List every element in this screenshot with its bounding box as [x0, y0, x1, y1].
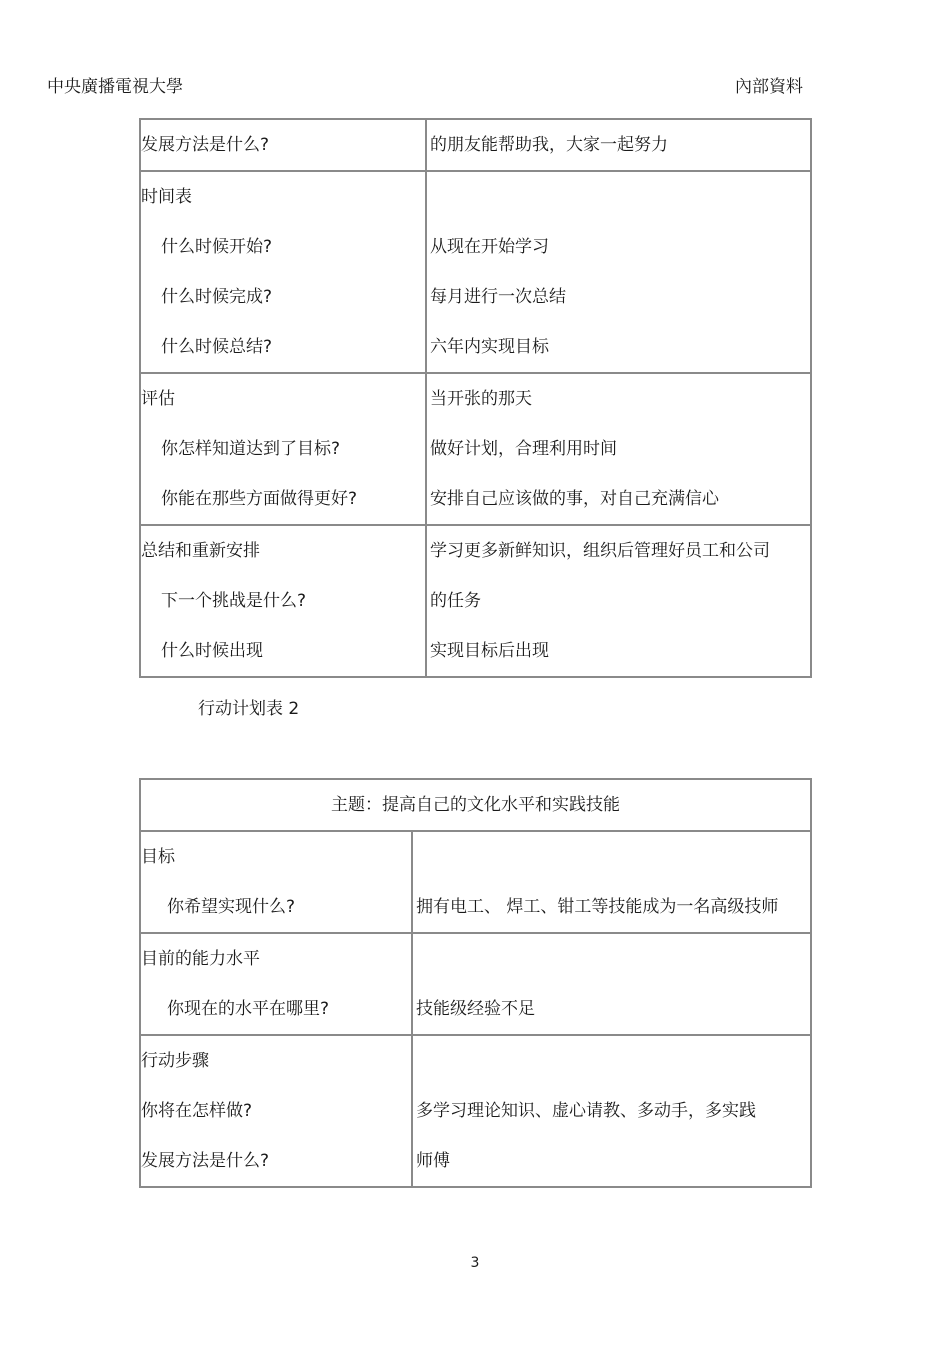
header-classification: 內部資料 [735, 77, 803, 97]
row-answer-cell [412, 831, 811, 933]
row-answer-cell [426, 373, 811, 525]
answer-text: 拥有电工、 焊工、钳工等技能成为一名高级技师 [416, 897, 779, 917]
row-heading: 评估 [141, 389, 175, 409]
answer-text: 多学习理论知识、虚心请教、多动手，多实践 [416, 1101, 756, 1121]
theme-text: 主题：提高自己的文化水平和实践技能 [331, 795, 620, 815]
row-label-cell [140, 171, 426, 373]
table-row [140, 831, 811, 933]
row-heading: 行动步骤 [141, 1051, 209, 1071]
table-caption: 行动计划表 2 [198, 699, 300, 719]
row-label-cell [140, 831, 412, 933]
row-label-cell [140, 1035, 412, 1187]
row-answer-cell [412, 933, 811, 1035]
row-heading: 目前的能力水平 [141, 949, 260, 969]
page-number: 3 [470, 1255, 480, 1271]
answer-text: 的任务 [430, 591, 481, 611]
table-row [140, 525, 811, 677]
table-row [140, 119, 811, 171]
answer-text: 学习更多新鲜知识，组织后管理好员工和公司 [430, 541, 770, 561]
answer-text: 的朋友能帮助我，大家一起努力 [430, 135, 668, 155]
answer-text: 做好计划，合理利用时间 [430, 439, 617, 459]
row-label: 发展方法是什么? [141, 135, 270, 155]
row-question: 发展方法是什么? [141, 1151, 270, 1171]
theme-cell [140, 779, 811, 831]
answer-text: 技能级经验不足 [416, 999, 535, 1019]
action-plan-table-1 [139, 118, 812, 678]
answer-text: 从现在开始学习 [430, 237, 549, 257]
row-answer-cell [412, 1035, 811, 1187]
row-answer-cell [426, 171, 811, 373]
row-heading: 目标 [141, 847, 175, 867]
row-label-cell [140, 373, 426, 525]
row-answer-cell [426, 119, 811, 171]
table-row [140, 171, 811, 373]
row-question: 什么时候完成? [161, 287, 273, 307]
row-question: 你怎样知道达到了目标? [161, 439, 341, 459]
header-institution: 中央廣播電視大學 [47, 77, 183, 97]
row-question: 什么时候总结? [161, 337, 273, 357]
row-heading: 时间表 [141, 187, 192, 207]
row-heading: 总结和重新安排 [141, 541, 260, 561]
row-question: 你希望实现什么? [167, 897, 296, 917]
answer-text: 安排自己应该做的事，对自己充满信心 [430, 489, 719, 509]
row-question: 下一个挑战是什么? [161, 591, 307, 611]
row-question: 什么时候开始? [161, 237, 273, 257]
table-row [140, 779, 811, 831]
row-question: 你能在那些方面做得更好? [161, 489, 358, 509]
row-question: 你现在的水平在哪里? [167, 999, 330, 1019]
row-label-cell [140, 525, 426, 677]
answer-text [413, 934, 810, 984]
answer-text: 每月进行一次总结 [430, 287, 566, 307]
answer-text: 实现目标后出现 [430, 641, 549, 661]
table-row [140, 1035, 811, 1187]
table-row [140, 933, 811, 1035]
row-label-cell [140, 933, 412, 1035]
answer-text [413, 1036, 810, 1086]
table-row [140, 373, 811, 525]
row-question: 你将在怎样做? [141, 1101, 253, 1121]
row-question: 什么时候出现 [161, 641, 263, 661]
answer-text: 师傅 [416, 1151, 450, 1171]
row-answer-cell [426, 525, 811, 677]
answer-text: 六年内实现目标 [430, 337, 549, 357]
answer-text: 当开张的那天 [430, 389, 532, 409]
action-plan-table-2 [139, 778, 812, 1188]
row-label-cell [140, 119, 426, 171]
answer-text [413, 832, 810, 882]
answer-text [427, 172, 810, 222]
